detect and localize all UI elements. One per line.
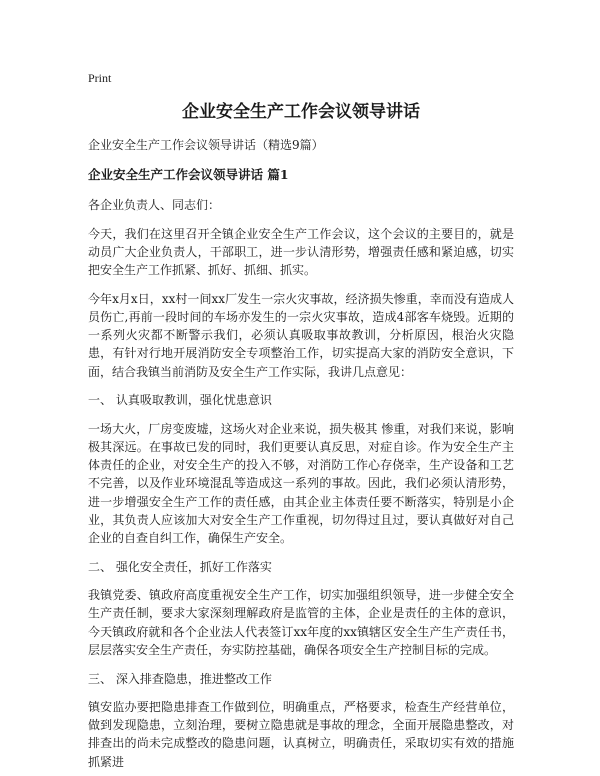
paragraph-1: 今天，我们在这里召开全镇企业安全生产工作会议，这个会议的主要目的，就是动员广大企业负责人，干部职工，进一步认清形势，增强责任感和紧迫感，切实把安全生产工作抓紧、抓好、抓细、抓实。 xyxy=(88,226,514,278)
greeting: 各企业负责人、同志们： xyxy=(88,198,221,212)
document-title: 企业安全生产工作会议领导讲话 xyxy=(182,102,420,122)
paragraph-2: 今年x月x日，xx村一间xx厂发生一宗火灾事故，经济损失惨重，幸而没有造成人员伤亡,再前一段时间的车场亦发生的一宗火灾事故，造成4部客车烧毁。近期的一系列火灾都不断警示我们，必须认真吸取事故教训，分析原因，根治火灾隐患，有针对行地开展消防安全专项整治工作，切实提高大家的消防安全意识，下面，结合我镇当前消防及安全生产工作实际，我讲几点意见： xyxy=(88,291,514,379)
print-link[interactable]: Print xyxy=(88,71,112,85)
paragraph-3: 一场大火，厂房变废墟，这场火对企业来说，损失极其 惨重，对我们来说，影响极其深远。在事故已发的同时，我们更要认真反思，对症自诊。作为安全生产主体责任的企业，对安全生产的投入不够，对消防工作心存侥幸，生产设备和工艺不完善，以及作业环境混乱等造成这一系列的事故。因此，我们必须认清形势，进一步增强安全生产工作的责任感，由其企业主体责任要不断落实，特别是小企业，其负责人应该加大对安全生产工作重视，切勿得过且过，要认真做好对自己企业的自查自纠工作，确保生产安全。 xyxy=(88,421,514,546)
document-subtitle: 企业安全生产工作会议领导讲话（精选9篇） xyxy=(88,138,324,152)
section-title: 企业安全生产工作会议领导讲话 篇1 xyxy=(88,167,289,182)
heading-1: 一、 认真吸取教训，强化忧患意识 xyxy=(88,393,272,408)
paragraph-5: 镇安监办要把隐患排查工作做到位，明确重点，严格要求，检查生产经营单位，做到发现隐患，立刻治理，要树立隐患就是事故的理念，全面开展隐患整改，对排查出的尚未完成整改的隐患问题，认真树立，明确责任，采取切实有效的措施抓紧进 xyxy=(88,700,514,769)
heading-3: 三、 深入排查隐患，推进整改工作 xyxy=(88,671,272,686)
heading-2: 二、 强化安全责任，抓好工作落实 xyxy=(88,559,272,574)
paragraph-4: 我镇党委、镇政府高度重视安全生产工作，切实加强组织领导，进一步健全安全生产责任制，要求大家深刻理解政府是监管的主体，企业是责任的主体的意识，今天镇政府就和各个企业法人代表签订xx年度的xx镇辖区安全生产生产责任书，层层落实安全生产责任，夯实防控基础，确保各项安全生产控制目标的完成。 xyxy=(88,588,514,657)
